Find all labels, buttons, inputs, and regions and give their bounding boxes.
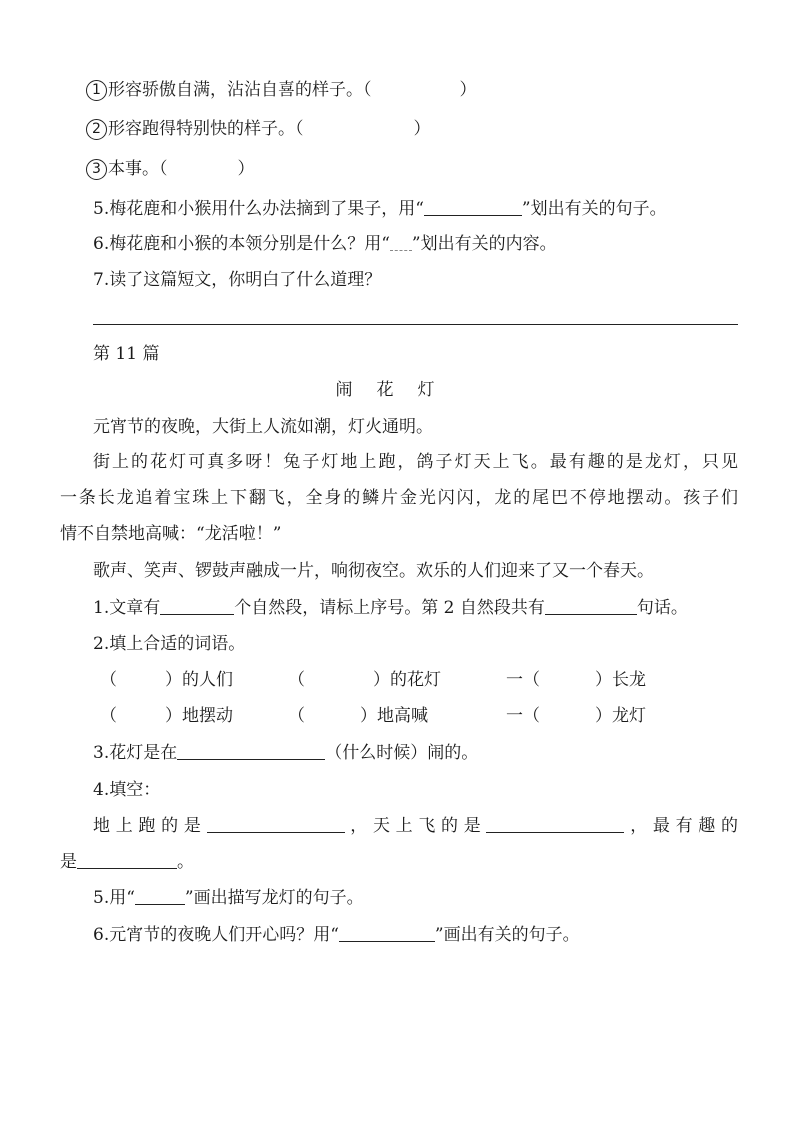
sub-question-3-text: 本事。（ bbox=[108, 159, 168, 179]
sub-question-1: 1 形容骄傲自满，沾沾自喜的样子。（ ） bbox=[86, 78, 477, 102]
prev-question-5: 5.梅花鹿和小猴用什么办法摘到了果子，用“ ”划出有关的句子。 bbox=[93, 199, 667, 219]
word-fill-5-close: ）地高喊 bbox=[360, 706, 428, 726]
circled-number-3: 3 bbox=[86, 159, 107, 180]
paragraph-3: 歌声、笑声、锣鼓声融成一片，响彻夜空。欢乐的人们迎来了又一个春天。 bbox=[93, 561, 654, 581]
word-fill-5-open: （ bbox=[288, 706, 305, 726]
question-4-line-2: 是 。 bbox=[60, 852, 194, 872]
section-label: 第 11 篇 bbox=[93, 344, 160, 364]
answer-blank[interactable] bbox=[207, 814, 345, 833]
word-fill-3-open: 一（ bbox=[506, 670, 540, 690]
prev-question-7: 7.读了这篇短文，你明白了什么道理？ bbox=[93, 270, 382, 290]
question-5: 5.用“ ”画出描写龙灯的句子。 bbox=[93, 888, 364, 908]
question-6: 6.元宵节的夜晚人们开心吗？用“ ”画出有关的句子。 bbox=[93, 925, 580, 945]
word-fill-6-open: 一（ bbox=[506, 706, 540, 726]
paragraph-2-line-1: 街上的花灯可真多呀！兔子灯地上跑，鸽子灯天上飞。最有趣的是龙灯，只见 bbox=[93, 452, 738, 472]
wavy-underline-marker bbox=[390, 232, 412, 251]
word-fill-1-close: ）的人们 bbox=[165, 670, 233, 690]
answer-blank[interactable] bbox=[160, 596, 234, 615]
underline-marker bbox=[339, 923, 435, 942]
sub-question-3: 3 本事。（ ） bbox=[86, 157, 255, 181]
answer-blank[interactable] bbox=[372, 79, 460, 97]
paragraph-2-line-3: 情不自禁地高喊：“龙活啦！” bbox=[60, 524, 282, 544]
passage-title: 闹花灯 bbox=[335, 380, 459, 400]
word-fill-6-close: ）龙灯 bbox=[595, 706, 646, 726]
question-4: 4.填空： bbox=[93, 780, 161, 800]
circled-number-1: 1 bbox=[86, 80, 107, 101]
sub-question-2: 2 形容跑得特别快的样子。（ ） bbox=[86, 117, 431, 141]
paragraph-1: 元宵节的夜晚，大街上人流如潮，灯火通明。 bbox=[93, 417, 433, 437]
word-fill-2-close: ）的花灯 bbox=[373, 670, 441, 690]
word-fill-4-open: （ bbox=[100, 706, 117, 726]
question-2: 2.填上合适的词语。 bbox=[93, 634, 246, 654]
answer-blank[interactable] bbox=[168, 158, 238, 176]
answer-blank[interactable] bbox=[177, 741, 325, 760]
underline-marker bbox=[424, 197, 522, 216]
sub-question-1-text: 形容骄傲自满，沾沾自喜的样子。（ bbox=[108, 80, 372, 100]
sub-question-2-text: 形容跑得特别快的样子。（ bbox=[108, 119, 304, 139]
paragraph-2-line-2: 一条长龙追着宝珠上下翻飞，全身的鳞片金光闪闪，龙的尾巴不停地摆动。孩子们 bbox=[60, 488, 738, 508]
word-fill-3-close: ）长龙 bbox=[595, 670, 646, 690]
word-fill-4-close: ）地摆动 bbox=[165, 706, 233, 726]
word-fill-2-open: （ bbox=[288, 670, 305, 690]
question-4-line-1: 地上跑的是 ，天上飞的是 ，最有趣的 bbox=[93, 816, 739, 836]
answer-blank[interactable] bbox=[304, 118, 414, 136]
prev-question-6: 6.梅花鹿和小猴的本领分别是什么？用“ ”划出有关的内容。 bbox=[93, 234, 557, 254]
word-fill-1-open: （ bbox=[100, 670, 117, 690]
question-1: 1.文章有 个自然段，请标上序号。第 2 自然段共有 句话。 bbox=[93, 598, 688, 618]
answer-blank[interactable] bbox=[486, 814, 624, 833]
circled-number-2: 2 bbox=[86, 119, 107, 140]
answer-line[interactable] bbox=[93, 324, 738, 325]
question-3: 3.花灯是在 （什么时候）闹的。 bbox=[93, 743, 479, 763]
answer-blank[interactable] bbox=[77, 850, 177, 869]
answer-blank[interactable] bbox=[545, 596, 637, 615]
underline-marker bbox=[135, 886, 185, 905]
